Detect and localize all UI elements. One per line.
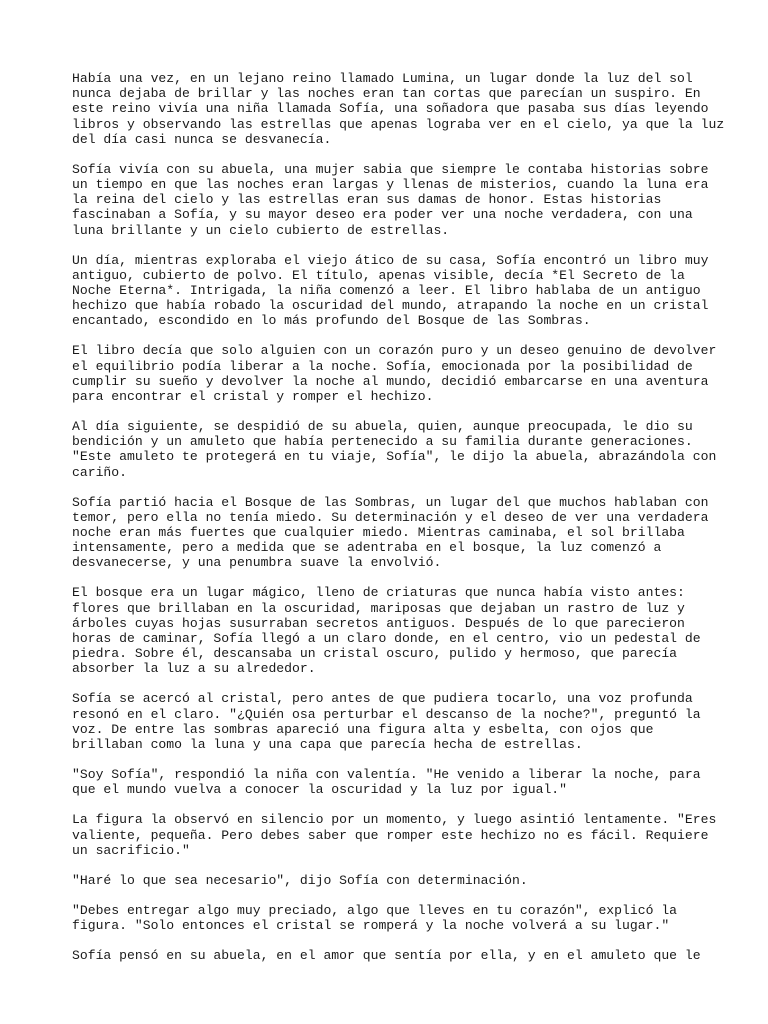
paragraph: Sofía pensó en su abuela, en el amor que sentía por ella, y en el amuleto que le [72,947,701,963]
document-page [72,71,725,978]
paragraph: "Debes entregar algo muy preciado, algo que lleves en tu corazón", explicó la figura. "Solo entonces el cristal se romperá y la noche volverá a su lugar." [72,902,678,933]
paragraph: Sofía se acercó al cristal, pero antes de que pudiera tocarlo, una voz profunda resonó en el claro. "¿Quién osa perturbar el descanso de la noche?", preguntó la voz. De entre las sombras apareció una figura alta y esbelta, con ojos que brillaban como la luna y una capa que parecía hecha de estrellas. [72,691,701,753]
paragraph: "Soy Sofía", respondió la niña con valentía. "He venido a liberar la noche, para que el mundo vuelva a conocer la oscuridad y la luz por igual." [72,767,701,798]
paragraph: La figura la observó en silencio por un momento, y luego asintió lentamente. "Eres valiente, pequeña. Pero debes saber que romper este hechizo no es fácil. Requiere un sacrificio." [72,812,717,858]
paragraph: "Haré lo que sea necesario", dijo Sofía con determinación. [72,872,528,888]
paragraph: El libro decía que solo alguien con un corazón puro y un deseo genuino de devolver el equilibrio podía liberar a la noche. Sofía, emocionada por la posibilidad de cumplir su sueño y devolver la noche al mundo, decidió embarcarse en una aventura para encontrar el cristal y romper el hechizo. [72,343,717,405]
paragraph: Al día siguiente, se despidió de su abuela, quien, aunque preocupada, le dio su bendición y un amuleto que había pertenecido a su familia durante generaciones. "Este amuleto te protegerá en tu viaje, Sofía", le dijo la abuela, abrazándola con cariño. [72,419,717,480]
paragraph: Sofía vivía con su abuela, una mujer sabia que siempre le contaba historias sobre un tiempo en que las noches eran largas y llenas de misterios, cuando la luna era la reina del cielo y las estrellas eran sus damas de honor. Estas historias fascinaban a Sofía, y su mayor deseo era poder ver una noche verdadera, con una luna brillante y un cielo cubierto de estrellas. [72,161,709,238]
paragraph: El bosque era un lugar mágico, lleno de criaturas que nunca había visto antes: flores que brillaban en la oscuridad, mariposas que dejaban un rastro de luz y árboles cuyas hojas susurraban secretos antiguos. Después de lo que parecieron horas de caminar, Sofía llegó a un claro donde, en el centro, vio un pedestal de piedra. Sobre él, descansaba un cristal oscuro, pulido y hermoso, que parecía absorber la luz a su alrededor. [72,585,701,677]
paragraph: Sofía partió hacia el Bosque de las Sombras, un lugar del que muchos hablaban con temor, pero ella no tenía miedo. Su determinación y el deseo de ver una verdadera noche eran más fuertes que cualquier miedo. Mientras caminaba, el sol brillaba intensamente, pero a medida que se adentraba en el bosque, la luz comenzó a desvanecerse, y una penumbra suave la envolvió. [72,494,709,571]
paragraph: Un día, mientras exploraba el viejo ático de su casa, Sofía encontró un libro muy antiguo, cubierto de polvo. El título, apenas visible, decía *El Secreto de la Noche Eterna*. Intrigada, la niña comenzó a leer. El libro hablaba de un antiguo hechizo que había robado la oscuridad del mundo, atrapando la noche en un cristal encantado, escondido en lo más profundo del Bosque de las Sombras. [72,252,709,329]
paragraph: Había una vez, en un lejano reino llamado Lumina, un lugar donde la luz del sol nunca dejaba de brillar y las noches eran tan cortas que parecían un suspiro. En este reino vivía una niña llamada Sofía, una soñadora que pasaba sus días leyendo libros y observando las estrellas que apenas lograba ver en el cielo, ya que la luz del día casi nunca se desvanecía. [72,71,725,147]
